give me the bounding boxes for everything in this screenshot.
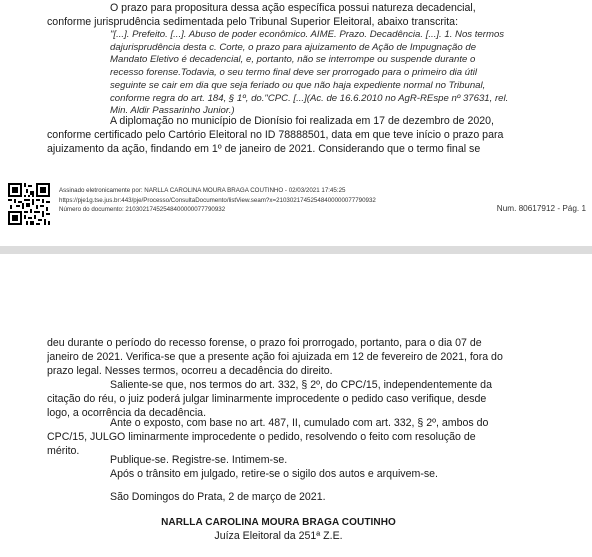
paragraph-art332 [47,378,510,420]
quote-line: seguinte se cair em dia que seja feriado ou que não haja expediente normal no Tribunal, [110,79,486,91]
text-line: janeiro de 2021. Verifica-se que a presente ação foi ajuizada em 12 de fevereiro de 2021, fora do [47,351,503,363]
quote-line: recesso forense.Todavia, o seu termo final deve ser prorrogado para o primeiro dia útil [110,67,478,79]
electronic-signature-info [59,186,376,215]
text-line: citação do réu, o juiz poderá julgar liminarmente improcedente o pedido caso verifique, desde [47,393,487,405]
paragraph-decadence [47,336,510,378]
text-line: conforme certificado pelo Cartório Eleitoral no ID 78888501, data em que teve início o prazo para [47,129,504,141]
paragraph-ruling [47,416,510,458]
page-number-label: Num. 80617912 - Pág. 1 [496,204,586,213]
signer-name: NARLLA CAROLINA MOURA BRAGA COUTINHO [161,517,396,528]
paragraph-intro [47,1,510,29]
text-line: prazo legal. Nesses termos, ocorreu a decadência do direito. [47,365,333,377]
text-line: CPC/15, JULGO liminarmente improcedente o pedido, resolvendo o feito com resolução de [47,431,476,443]
quote-line: Mandato Eletivo é decadencial, e, portanto, não se interrompe ou suspende durante o [110,54,476,66]
text-line: deu durante o período do recesso forense, o prazo foi prorrogado, portanto, para o dia 07 de [47,337,482,349]
signature-block [47,517,510,542]
text-line: conforme jurisprudência sedimentada pelo Tribunal Superior Eleitoral, abaixo transcrita: [47,16,459,28]
text-line: Publique-se. Registre-se. Intimem-se. [110,454,288,466]
text-line: Saliente-se que, nos termos do art. 332, § 2º, do CPC/15, independentemente da [110,379,492,391]
document-page-1 [0,0,592,246]
text-line: A diplomação no município de Dionísio foi realizada em 17 de dezembro de 2020, [110,115,494,127]
text-line: O prazo para propositura dessa ação específica possui natureza decadencial, [110,2,476,14]
page-separator [0,246,592,254]
paragraph-closing [47,453,510,481]
quote-line: dajurisprudência desta c. Corte, o prazo para ajuizamento de Ação de Impugnação de [110,41,477,53]
place-date: São Domingos do Prata, 2 de março de 2021. [110,491,326,503]
signature-line: Assinado eletronicamente por: NARLLA CAROLINA MOURA BRAGA COUTINHO - 02/03/2021 17:45:25 [59,187,346,194]
document-number-line: Número do documento: 21030217452548400000077790932 [59,206,226,214]
signer-role: Juíza Eleitoral da 251ª Z.E. [214,530,343,542]
quote-line: Min. Aldir Passarinho Junior.) [110,105,235,117]
quote-line: "[...]. Prefeito. [...]. Abuso de poder econômico. AIME. Prazo. Decadência. [...]. 1. Nos termos [110,29,505,40]
text-line: Após o trânsito em julgado, retire-se o sigilo dos autos e arquivem-se. [110,468,438,480]
paragraph-diplomation [47,114,510,156]
quote-line: conforme regra do art. 184, § 1º, do."CPC. [...](Ac. de 16.6.2010 no AgR-REspe nº 37631, rel. [110,92,509,104]
qr-code-icon [8,183,50,225]
text-line: Ante o exposto, com base no art. 487, II, cumulado com art. 332, § 2º, ambos do [110,417,489,429]
text-line: logo, a ocorrência da decadência. [47,407,207,419]
text-line: ajuizamento da ação, findando em 1º de janeiro de 2021. Considerando que o termo final se [47,143,481,155]
text-line: mérito. [47,445,80,457]
document-page-2 [0,254,592,557]
verification-url[interactable]: https://pje1g.tse.jus.br:443/pje/Processo/ConsultaDocumento/listView.seam?x=21030217452548400000077790932 [59,196,376,204]
jurisprudence-quote [110,29,512,118]
